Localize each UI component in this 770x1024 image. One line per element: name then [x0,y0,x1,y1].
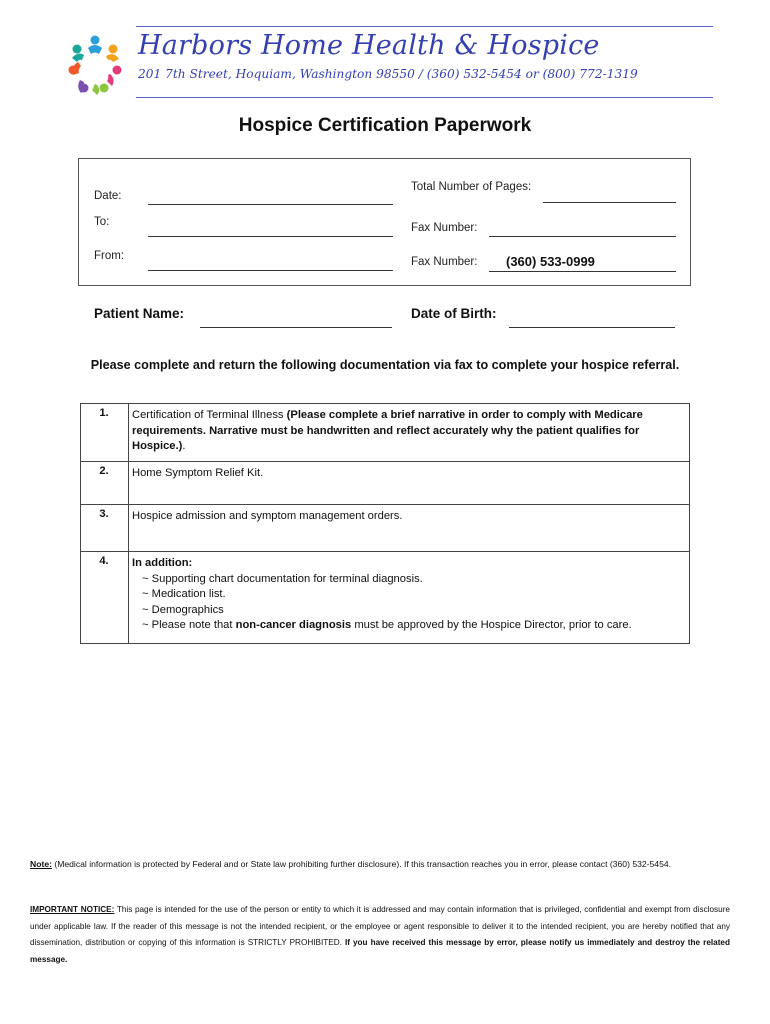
fax-number-value: (360) 533-0999 [506,254,595,269]
table-row [81,404,690,462]
from-field[interactable] [148,270,393,271]
document-title: Hospice Certification Paperwork [238,115,532,136]
privacy-note [30,856,730,873]
organization-address: 201 7th Street, Hoquiam, Washington 98550 / (360) 532-5454 or (800) 772-1319 [138,67,638,81]
item-description: Home Symptom Relief Kit. [129,462,690,505]
fax-number-field[interactable] [489,236,676,237]
date-of-birth-label: Date of Birth: [411,306,497,321]
item-number: 2. [81,462,129,505]
table-row [81,462,690,505]
list-item-bold: non-cancer diagnosis [235,619,352,631]
fax-number-field-2[interactable] [489,271,676,272]
item-description [129,404,690,462]
list-item: ~ Medication list. [142,588,226,600]
date-field[interactable] [148,204,393,205]
table-row [81,552,690,644]
item-description [129,552,690,644]
total-pages-label: Total Number of Pages: [411,181,532,193]
header-top-rule [136,26,713,27]
from-label: From: [94,250,125,262]
fax-cover-box [78,158,691,286]
list-item: ~ Demographics [142,603,224,616]
item-bold-text: (Please complete a brief narrative in order to comply with Medicare requirements. Narrative must be handwritten and reflect accurately why the patient qualifies for Hospice.) [132,409,643,452]
date-label: Date: [94,190,122,202]
item-tail: . [182,440,186,452]
fax-number-label-2: Fax Number: [411,256,478,268]
header-bottom-rule [136,97,713,98]
list-item [132,618,685,634]
list-item-post: must be approved by the Hospice Director, prior to care. [351,619,632,631]
patient-name-field[interactable] [200,327,392,328]
item-number: 3. [81,505,129,552]
notice-label: IMPORTANT NOTICE: [30,905,115,914]
documentation-checklist [80,403,690,644]
list-item-pre: ~ Please note that [142,619,236,631]
notice-bold-text: If you have received this message by error, please notify us immediately and destroy the related message. [30,938,730,964]
organization-name: Harbors Home Health & Hospice [138,30,600,61]
patient-name-label: Patient Name: [94,306,185,321]
table-row [81,505,690,552]
note-label: Note: [30,859,52,869]
instruction-text: Please complete and return the following documentation via fax to complete your hospice referral. [90,358,680,372]
important-notice [30,902,730,968]
item-description: Hospice admission and symptom management orders. [129,505,690,552]
date-of-birth-field[interactable] [509,327,675,328]
list-item: ~ Supporting chart documentation for terminal diagnosis. [142,572,423,585]
total-pages-field[interactable] [543,202,676,203]
notice-text: This page is intended for the use of the person or entity to which it is addressed and may contain information that is privileged, confidential and exempt from disclosure under applicable law. If the reader of this message is not the intended recipient, or the employee or agent responsible to deliver it to the intended recipient, you are hereby notified that any dissemination, distribution or copying of this information is STRICTLY PROHIBITED. [30,905,730,947]
item-text: Certification of Terminal Illness [132,409,287,421]
people-circle-logo-icon [64,32,126,98]
to-label: To: [94,216,110,228]
to-field[interactable] [148,236,393,237]
note-text: (Medical information is protected by Federal and or State law prohibiting further disclosure). If this transaction reaches you in error, please contact (360) 532-5454. [51,859,672,869]
item-number: 4. [81,552,129,644]
item-number: 1. [81,404,129,462]
item-heading: In addition: [132,557,193,569]
fax-number-label: Fax Number: [411,222,478,234]
